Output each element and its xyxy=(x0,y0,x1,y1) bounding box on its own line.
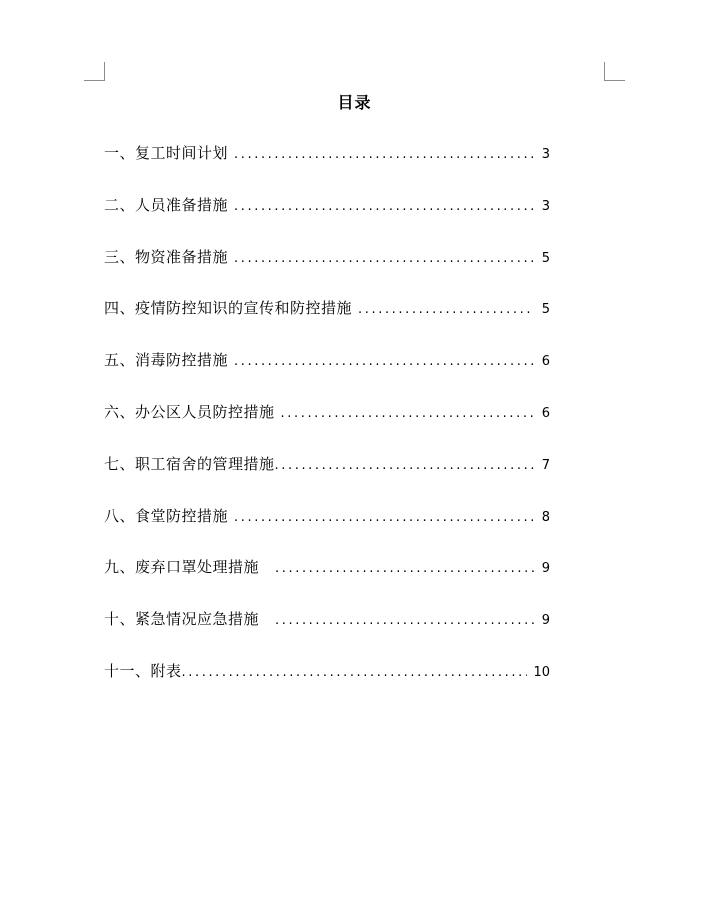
toc-leader-dots xyxy=(275,454,534,478)
toc-page-number: 7 xyxy=(541,457,550,473)
toc-entry-text: 七、职工宿舍的管理措施 xyxy=(104,454,275,473)
toc-entry-text: 六、办公区人员防控措施 xyxy=(104,402,275,421)
margin-corner-top-left xyxy=(84,62,105,81)
toc-entry[interactable] xyxy=(104,607,550,659)
toc-leader-dots xyxy=(234,506,534,530)
toc-entry[interactable] xyxy=(104,141,550,193)
toc-entry[interactable] xyxy=(104,245,550,297)
toc-entry[interactable] xyxy=(104,504,550,556)
toc-page-number: 6 xyxy=(541,354,550,370)
toc-entry-text: 九、废弃口罩处理措施 xyxy=(104,558,260,577)
toc-entry-text: 八、食堂防控措施 xyxy=(104,506,229,525)
toc-entry[interactable] xyxy=(104,193,550,245)
toc-entry[interactable] xyxy=(104,296,550,348)
toc-page-number: 3 xyxy=(541,198,550,214)
toc-list xyxy=(104,141,550,711)
toc-leader-dots xyxy=(281,402,534,426)
toc-entry-text: 三、物资准备措施 xyxy=(104,247,229,266)
toc-entry[interactable] xyxy=(104,400,550,452)
toc-page-number: 9 xyxy=(541,613,550,629)
toc-page-number: 5 xyxy=(541,302,550,318)
toc-leader-dots xyxy=(234,350,534,374)
toc-page-number: 6 xyxy=(541,405,550,421)
toc-leader-dots xyxy=(234,247,534,271)
toc-leader-dots xyxy=(275,609,534,633)
toc-page-number: 8 xyxy=(541,509,550,525)
toc-leader-dots xyxy=(182,661,528,685)
toc-page-number: 5 xyxy=(541,250,550,266)
toc-entry-text: 十、紧急情况应急措施 xyxy=(104,610,260,629)
toc-page-number: 3 xyxy=(541,147,550,162)
toc-entry[interactable] xyxy=(104,452,550,504)
toc-page-number: 9 xyxy=(541,561,550,577)
toc-entry-text: 四、疫情防控知识的宣传和防控措施 xyxy=(104,299,353,318)
toc-entry[interactable] xyxy=(104,555,550,607)
toc-entry-text: 十一、附表 xyxy=(104,661,182,680)
toc-page-number: 10 xyxy=(533,664,550,680)
toc-entry-text: 二、人员准备措施 xyxy=(104,195,229,214)
toc-leader-dots xyxy=(234,195,534,219)
toc-leader-dots xyxy=(275,557,534,581)
toc-leader-dots xyxy=(234,143,534,167)
margin-corner-top-right xyxy=(604,62,625,81)
toc-entry[interactable] xyxy=(104,659,550,711)
toc-title: 目录 xyxy=(337,93,372,112)
toc-entry[interactable] xyxy=(104,348,550,400)
toc-leader-dots xyxy=(358,298,534,322)
toc-entry-text: 一、复工时间计划 xyxy=(104,144,229,162)
toc-entry-text: 五、消毒防控措施 xyxy=(104,351,229,370)
